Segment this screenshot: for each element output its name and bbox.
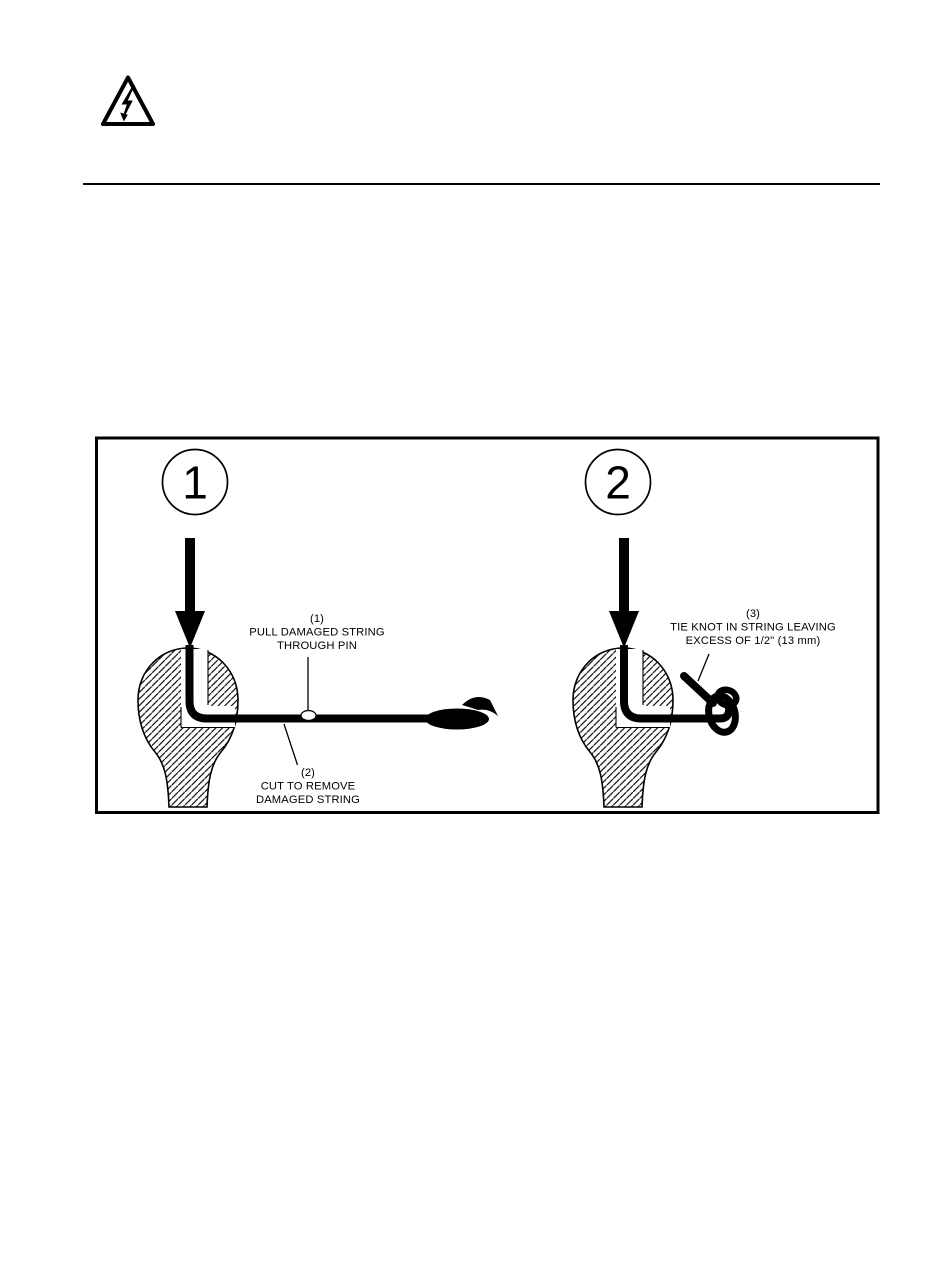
callout-3-line-2: EXCESS OF 1/2" (13 mm) bbox=[685, 635, 821, 647]
callout-1-line-1: PULL DAMAGED STRING bbox=[249, 626, 385, 639]
callout-1-line-2: THROUGH PIN bbox=[277, 640, 357, 652]
callout-2-line-1: CUT TO REMOVE bbox=[260, 780, 356, 793]
callout-3-line-1: TIE KNOT IN STRING LEAVING bbox=[670, 621, 836, 634]
string-end-blob bbox=[425, 709, 489, 730]
electrical-hazard-warning-icon bbox=[99, 72, 157, 130]
section-divider-rule bbox=[83, 183, 880, 185]
step-number-1: 1 bbox=[182, 456, 208, 509]
callout-1-ref: (1) bbox=[309, 613, 325, 625]
step-number-2: 2 bbox=[605, 456, 631, 509]
lightning-bolt-arrow-tip bbox=[120, 113, 128, 122]
callout-2-line-2: DAMAGED STRING bbox=[255, 794, 361, 806]
string-replacement-figure bbox=[95, 436, 880, 815]
callout-3-ref: (3) bbox=[745, 608, 761, 620]
pin-hole bbox=[301, 711, 316, 721]
callout-2-ref: (2) bbox=[300, 767, 316, 779]
